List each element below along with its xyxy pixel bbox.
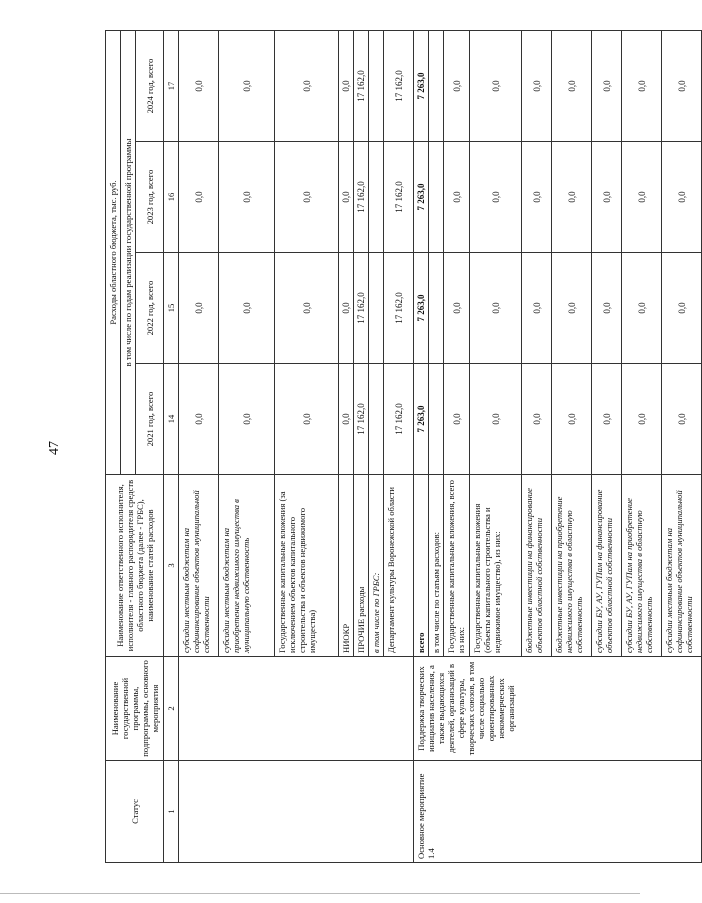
row-label: субсидии местным бюджетам на софинансирование объектов муниципальной собственности — [662, 475, 702, 657]
cell-2023: 0,0 — [622, 142, 662, 253]
cell-2023: 17 162,0 — [384, 142, 414, 253]
cell-2022: 0,0 — [522, 253, 552, 364]
cell-2022: 0,0 — [339, 253, 354, 364]
cell-2024: 0,0 — [662, 30, 702, 141]
cell-2024: 0,0 — [275, 30, 339, 141]
cell-2023 — [429, 142, 444, 253]
row-label: ПРОЧИЕ расходы — [354, 475, 369, 657]
cell-2024: 0,0 — [219, 30, 275, 141]
col-index-17: 17 — [164, 30, 179, 141]
cell-2022: 0,0 — [219, 253, 275, 364]
cell-2023: 0,0 — [522, 142, 552, 253]
col-index-1: 1 — [164, 761, 179, 863]
cell-2023: 0,0 — [339, 142, 354, 253]
cell-2023: 17 162,0 — [354, 142, 369, 253]
block1-name — [179, 657, 414, 761]
header-by-years: в том числе по годам реализации государственной программы — [121, 30, 136, 474]
cell-2023: 0,0 — [552, 142, 592, 253]
row-label: бюджетные инвестиции на финансирование объектов областной собственности — [522, 475, 552, 657]
row-label: бюджетные инвестиции на приобретение недвижимого имущества в областную собственность — [552, 475, 592, 657]
cell-2023: 7 263,0 — [414, 142, 429, 253]
cell-2021: 0,0 — [522, 364, 552, 475]
header-executor: Наименование ответственного исполнителя, исполнителя - главного распорядителя средств областного бюджета (далее - ГРБС), наименование статей расходов — [106, 475, 164, 657]
cell-2021: 0,0 — [592, 364, 622, 475]
row-label: НИОКР — [339, 475, 354, 657]
row-label: в том числе по статьям расходов: — [429, 475, 444, 657]
cell-2021: 0,0 — [219, 364, 275, 475]
cell-2021: 0,0 — [275, 364, 339, 475]
cell-2021: 0,0 — [339, 364, 354, 475]
cell-2023: 0,0 — [179, 142, 219, 253]
col-index-16: 16 — [164, 142, 179, 253]
cell-2022: 0,0 — [444, 253, 470, 364]
header-budget: Расходы областного бюджета, тыс. руб. — [106, 30, 121, 474]
cell-2021 — [429, 364, 444, 475]
cell-2024 — [429, 30, 444, 141]
row-label: субсидии местным бюджетам на приобретение недвижимого имущества в муниципальную собственность — [219, 475, 275, 657]
cell-2024: 0,0 — [470, 30, 522, 141]
row-label: субсидии БУ, АУ, ГУПам на финансирование объектов областной собственности — [592, 475, 622, 657]
cell-2022: 0,0 — [275, 253, 339, 364]
cell-2022: 7 263,0 — [414, 253, 429, 364]
col-index-3: 3 — [164, 475, 179, 657]
cell-2023: 0,0 — [662, 142, 702, 253]
cell-2022: 0,0 — [552, 253, 592, 364]
cell-2024: 0,0 — [522, 30, 552, 141]
rotated-table-wrapper — [105, 31, 694, 863]
row-label: Государственные капитальные вложения (за исключением объектов капитального строительства и объектов недвижимого имущества) — [275, 475, 339, 657]
header-2021: 2021 год, всего — [136, 364, 164, 475]
row-label: Государственные капитальные вложения, всего из них: — [444, 475, 470, 657]
budget-table — [105, 30, 702, 863]
cell-2024: 0,0 — [622, 30, 662, 141]
row-label: субсидии БУ, АУ, ГУПам на приобретение недвижимого имущества в областную собственность — [622, 475, 662, 657]
cell-2022: 17 162,0 — [354, 253, 369, 364]
cell-2022 — [369, 253, 384, 364]
cell-2022: 0,0 — [470, 253, 522, 364]
cell-2023: 0,0 — [592, 142, 622, 253]
cell-2021: 0,0 — [662, 364, 702, 475]
header-2022: 2022 год, всего — [136, 253, 164, 364]
cell-2021: 0,0 — [622, 364, 662, 475]
block2-name: Поддержка творческих инициатив населения, а также выдающихся деятелей, организаций в сфере культуры, творческих союзов, в том числе социально ориентированных некоммерческих организаций — [414, 657, 702, 761]
cell-2021: 7 263,0 — [414, 364, 429, 475]
row-label: субсидии местным бюджетам на софинансирование объектов муниципальной собственности — [179, 475, 219, 657]
cell-2023: 0,0 — [275, 142, 339, 253]
cell-2022: 0,0 — [592, 253, 622, 364]
cell-2023 — [369, 142, 384, 253]
block1-status — [179, 761, 414, 863]
cell-2023: 0,0 — [470, 142, 522, 253]
cell-2022 — [429, 253, 444, 364]
cell-2023: 0,0 — [219, 142, 275, 253]
cell-2021: 0,0 — [179, 364, 219, 475]
cell-2024: 7 263,0 — [414, 30, 429, 141]
cell-2022: 17 162,0 — [384, 253, 414, 364]
cell-2024: 0,0 — [552, 30, 592, 141]
cell-2022: 0,0 — [179, 253, 219, 364]
cell-2024: 17 162,0 — [384, 30, 414, 141]
cell-2021: 0,0 — [470, 364, 522, 475]
cell-2024: 17 162,0 — [354, 30, 369, 141]
row-label: Департамент культуры Воронежской области — [384, 475, 414, 657]
cell-2022: 0,0 — [622, 253, 662, 364]
table-row — [414, 30, 429, 862]
row-label: Государственные капитальные вложения (объекты капитального строительства и недвижимое имущество), из них: — [470, 475, 522, 657]
cell-2024 — [369, 30, 384, 141]
row-label: всего — [414, 475, 429, 657]
cell-2024: 0,0 — [444, 30, 470, 141]
col-index-14: 14 — [164, 364, 179, 475]
col-index-2: 2 — [164, 657, 179, 761]
cell-2021: 0,0 — [444, 364, 470, 475]
cell-2024: 0,0 — [179, 30, 219, 141]
cell-2022: 0,0 — [662, 253, 702, 364]
block2-status: Основное мероприятие 1.4 — [414, 761, 702, 863]
row-label: в том числе по ГРБС: — [369, 475, 384, 657]
page-number: 47 — [47, 441, 62, 455]
header-program-name: Наименование государственной программы, подпрограммы, основного мероприятия — [106, 657, 164, 761]
cell-2024: 0,0 — [339, 30, 354, 141]
table-row — [179, 30, 219, 862]
page-bottom-rule — [0, 893, 640, 894]
cell-2023: 0,0 — [444, 142, 470, 253]
header-2024: 2024 год, всего — [136, 30, 164, 141]
header-2023: 2023 год, всего — [136, 142, 164, 253]
cell-2021: 0,0 — [552, 364, 592, 475]
cell-2021: 17 162,0 — [384, 364, 414, 475]
col-index-15: 15 — [164, 253, 179, 364]
cell-2021: 17 162,0 — [354, 364, 369, 475]
cell-2024: 0,0 — [592, 30, 622, 141]
header-status: Статус — [106, 761, 164, 863]
cell-2021 — [369, 364, 384, 475]
